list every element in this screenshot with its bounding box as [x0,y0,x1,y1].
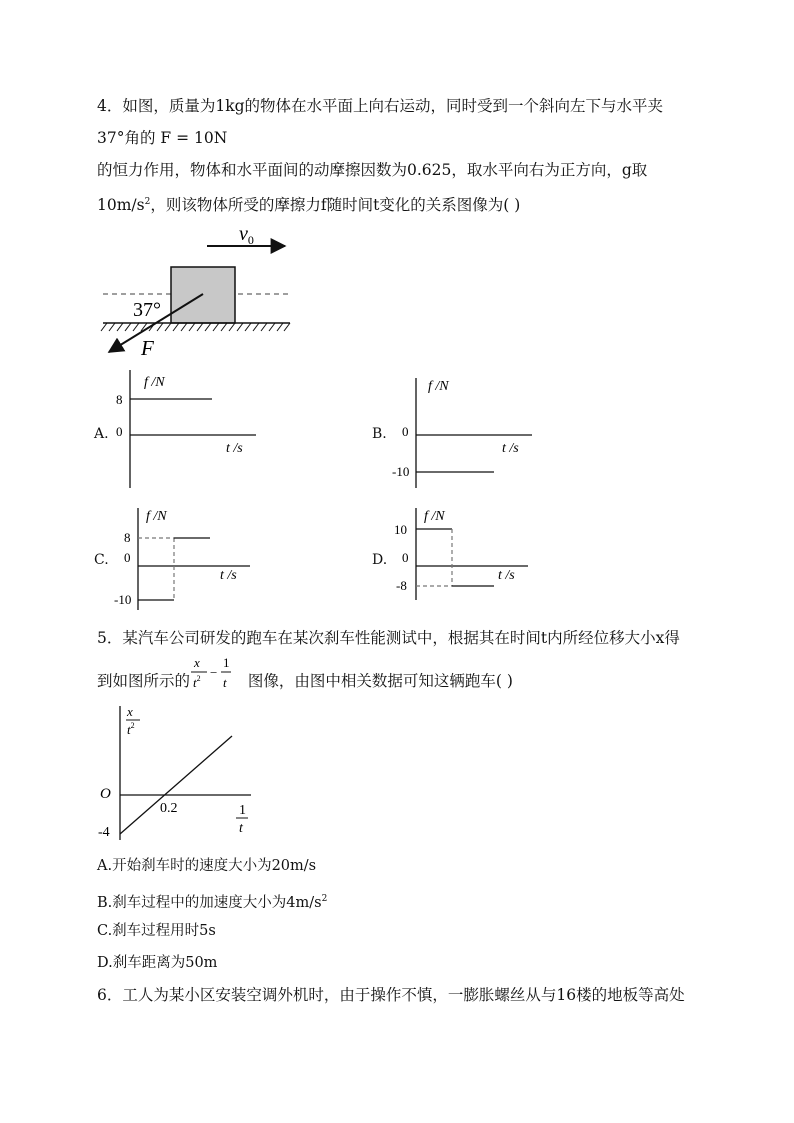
q5-ylabel-num: x [127,704,133,719]
graph-b-xlabel: t /s [502,441,519,456]
velocity-label: $v_0$ [239,223,254,247]
graph-d-xlabel: t /s [498,568,515,583]
graph-a-tick-8: 8 [116,392,123,407]
q5-data-line [120,736,232,834]
option-c-letter[interactable]: C. [94,552,109,568]
q5-intercept-y: -4 [98,825,110,840]
formula-x-num: x [194,655,200,670]
q6-line1: 6．工人为某小区安装空调外机时，由于操作不慎，一膨胀螺丝从与16楼的地板等高处 [97,986,685,1004]
graph-b-ylabel: f /N [428,379,449,394]
graph-d-tick-10: 10 [394,522,407,537]
q5-origin: O [100,786,111,802]
q5-line1: 5．某汽车公司研发的跑车在某次刹车性能测试中，根据其在时间t内所经位移大小x得 [97,629,680,647]
q4-unit-sup: 2 [144,197,151,207]
force-label: F [141,336,154,360]
q4-line1: 4．如图，质量为1kg的物体在水平面上向右运动，同时受到一个斜向左下与水平夹 [97,97,664,115]
graph-b-origin: 0 [402,424,409,439]
graph-c-xlabel: t /s [220,568,237,583]
graph-c-origin: 0 [124,550,131,565]
q5-line2 [97,666,513,691]
graph-a-ylabel: f /N [144,375,165,390]
q4-block-figure [95,222,305,362]
option-d-letter[interactable]: D. [372,552,388,568]
q5-option-a[interactable]: A.开始刹车时的速度大小为20m/s [97,858,317,874]
option-b-letter[interactable]: B. [372,426,387,442]
q4-unit: 10m/s [97,196,145,214]
q5-inline-formula [190,652,240,696]
q4-line3: 的恒力作用，物体和水平面间的动摩擦因数为0.625，取水平向右为正方向，g取 [97,161,648,179]
formula-x-den: $t^2$ [193,674,201,690]
graph-b-tick-neg10: -10 [392,464,410,479]
graph-b[interactable] [388,370,538,492]
graph-a-origin: 0 [116,424,123,439]
q4-line2: 37°角的 F = 10N [97,129,228,147]
q5-option-b[interactable]: B.刹车过程中的加速度大小为$4m/s^2$ [97,894,328,911]
graph-d-tick-neg8: -8 [396,578,407,593]
graph-c-tick-neg10: -10 [114,592,132,607]
option-a-letter[interactable]: A. [94,426,109,442]
q5-line2-start: 到如图所示的 [97,672,191,690]
graph-d-ylabel: f /N [424,509,445,524]
graph-c-ylabel: f /N [146,509,167,524]
q5-ylabel-den: $t^2$ [127,721,135,737]
q4-line4 [97,192,520,215]
q4-line4-rest: ，则该物体所受的摩擦力f随时间t变化的关系图像为( ) [150,196,521,214]
formula-minus: − [210,665,218,680]
q5-xlabel-den: t [239,821,243,836]
q5-intercept-x: 0.2 [160,801,178,816]
graph-a[interactable] [110,368,260,492]
q5-graph [96,702,256,842]
formula-one-den: t [223,675,227,690]
q5-option-c[interactable]: C.刹车过程用时5s [97,923,216,939]
formula-one-num: 1 [223,655,230,670]
graph-c[interactable] [110,500,260,614]
q5-xlabel-num: 1 [239,803,246,818]
q5-line2-end: 图像，由图中相关数据可知这辆跑车( ) [247,672,513,690]
graph-d[interactable] [388,500,538,604]
graph-a-xlabel: t /s [226,441,243,456]
graph-c-tick-8: 8 [124,530,131,545]
ground-hatch [101,323,290,331]
angle-label: 37° [133,299,161,321]
graph-d-origin: 0 [402,550,409,565]
q5-option-d[interactable]: D.刹车距离为50m [97,955,218,971]
